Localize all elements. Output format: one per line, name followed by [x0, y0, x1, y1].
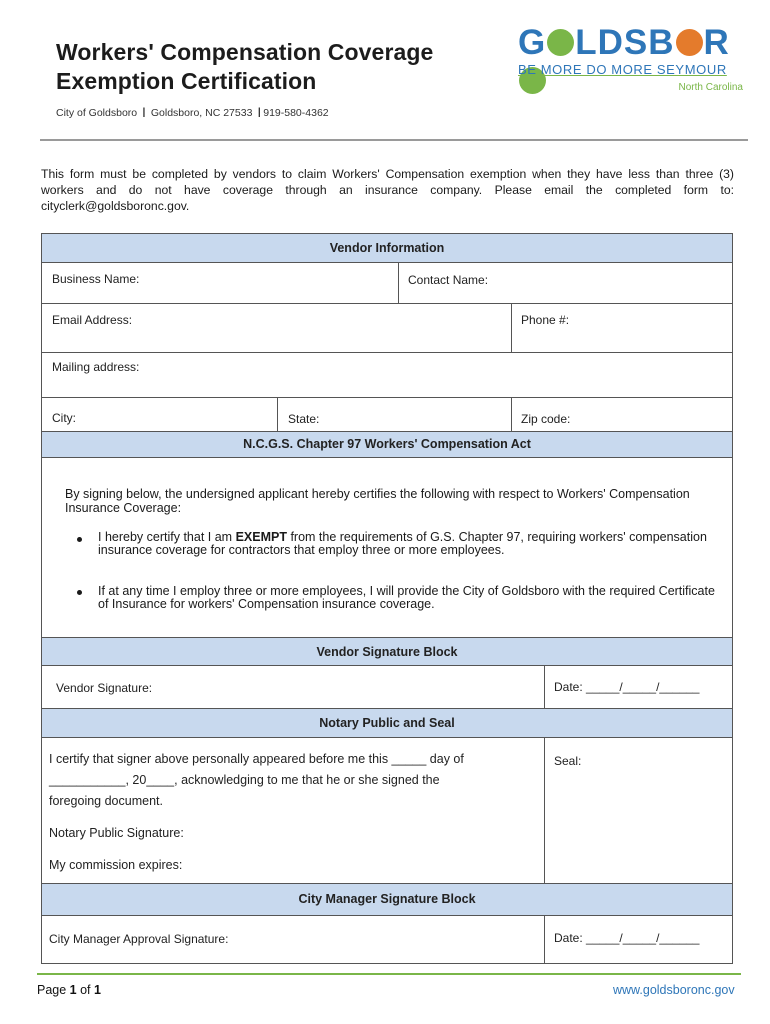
notary-certification-line: ___________, 20____, acknowledging to me that he or she signed the [49, 773, 440, 787]
exempt-statement-pre: I hereby certify that I am [98, 530, 236, 544]
phone-field[interactable]: Phone #: [521, 313, 570, 327]
title-line-2: Exemption Certification [56, 68, 317, 94]
page-of: of [76, 983, 94, 997]
notary-certification-line: I certify that signer above personally appeared before me this _____ day of [49, 752, 464, 766]
exempt-statement [98, 531, 718, 557]
notary-certification-line: foregoing document. [49, 794, 163, 808]
page-number [37, 983, 101, 997]
page-total: 1 [94, 983, 101, 997]
vendor-signature-heading [42, 637, 732, 666]
website-link[interactable]: www.goldsboronc.gov [613, 983, 735, 997]
act-heading-text: N.C.G.S. Chapter 97 Workers' Compensation Act [243, 437, 531, 451]
footer-divider [37, 973, 741, 975]
logo-state: North Carolina [678, 82, 743, 93]
city-manager-heading [42, 883, 732, 916]
divider [511, 397, 512, 431]
divider [544, 738, 545, 883]
address-location: Goldsboro, NC 27533 [150, 107, 253, 119]
separator: I [257, 104, 262, 120]
title-line-1: Workers' Compensation Coverage [56, 39, 434, 65]
logo-letter-r: R [703, 23, 730, 62]
divider [42, 352, 732, 353]
intro-text: This form must be completed by vendors to claim Workers' Compensation exemption when they have less than three (3) workers and do not have coverage through an insurance company. Please email the completed form to: cityclerk@goldsboronc.gov. [41, 167, 734, 213]
bullet-icon [77, 537, 82, 542]
address-city: City of Goldsboro [56, 107, 138, 119]
exempt-statement-post: from the requirements of G.S. Chapter 97, requiring workers' compensation insurance coverage for contractors that employ three or more employees. [98, 530, 707, 557]
exemption-form [41, 233, 733, 964]
logo-sun-icon [547, 29, 574, 56]
insurance-commitment-statement: If at any time I employ three or more employees, I will provide the City of Goldsboro with the required Certificate of Insurance for workers' Compensation insurance coverage. [98, 584, 715, 611]
act-heading [42, 431, 732, 458]
commission-expires-field[interactable]: My commission expires: [49, 858, 183, 872]
vendor-signature-heading-text: Vendor Signature Block [316, 645, 458, 659]
separator: I [142, 104, 146, 120]
zip-code-field[interactable]: Zip code: [521, 412, 571, 426]
address-phone: 919-580-4362 [263, 107, 329, 119]
seal-area[interactable]: Seal: [554, 754, 582, 768]
page-current: 1 [69, 983, 77, 997]
vendor-info-heading [42, 234, 732, 263]
divider [511, 303, 512, 352]
logo-letters-mid: LDSB [575, 23, 675, 62]
city-field[interactable]: City: [52, 411, 76, 425]
vendor-signature-field[interactable]: Vendor Signature: [56, 681, 153, 695]
mailing-address-field[interactable]: Mailing address: [52, 360, 140, 374]
notary-signature-field[interactable]: Notary Public Signature: [49, 826, 184, 840]
state-field[interactable]: State: [288, 412, 320, 426]
divider [42, 303, 732, 304]
city-manager-heading-text: City Manager Signature Block [298, 892, 476, 906]
logo-basketball-icon [676, 29, 703, 56]
page-prefix: Page [37, 983, 70, 997]
logo-tagline: BE MORE DO MORE SEYMOUR [518, 62, 727, 77]
page-title [56, 38, 433, 96]
city-manager-signature-field[interactable]: City Manager Approval Signature: [49, 932, 229, 946]
goldsboro-logo [518, 24, 748, 96]
divider [544, 916, 545, 963]
certification-intro: By signing below, the undersigned applicant hereby certifies the following with respect to Workers' Compensation Insurance Coverage: [65, 487, 690, 515]
divider [398, 263, 399, 303]
contact-name-field[interactable]: Contact Name: [408, 273, 489, 287]
exempt-keyword: EXEMPT [235, 530, 287, 544]
vendor-info-heading-text: Vendor Information [329, 241, 445, 255]
divider [277, 397, 278, 431]
city-manager-date-field[interactable]: Date: _____/_____/______ [554, 931, 700, 945]
notary-heading-text: Notary Public and Seal [319, 716, 455, 730]
email-field[interactable]: Email Address: [52, 313, 133, 327]
address-line [56, 104, 329, 120]
divider [42, 397, 732, 398]
divider [544, 666, 545, 708]
vendor-date-field[interactable]: Date: _____/_____/______ [554, 680, 700, 694]
bullet-icon [77, 590, 82, 595]
notary-heading [42, 708, 732, 738]
logo-letter-g: G [518, 23, 547, 62]
header-divider [40, 139, 748, 141]
business-name-field[interactable]: Business Name: [52, 272, 140, 286]
